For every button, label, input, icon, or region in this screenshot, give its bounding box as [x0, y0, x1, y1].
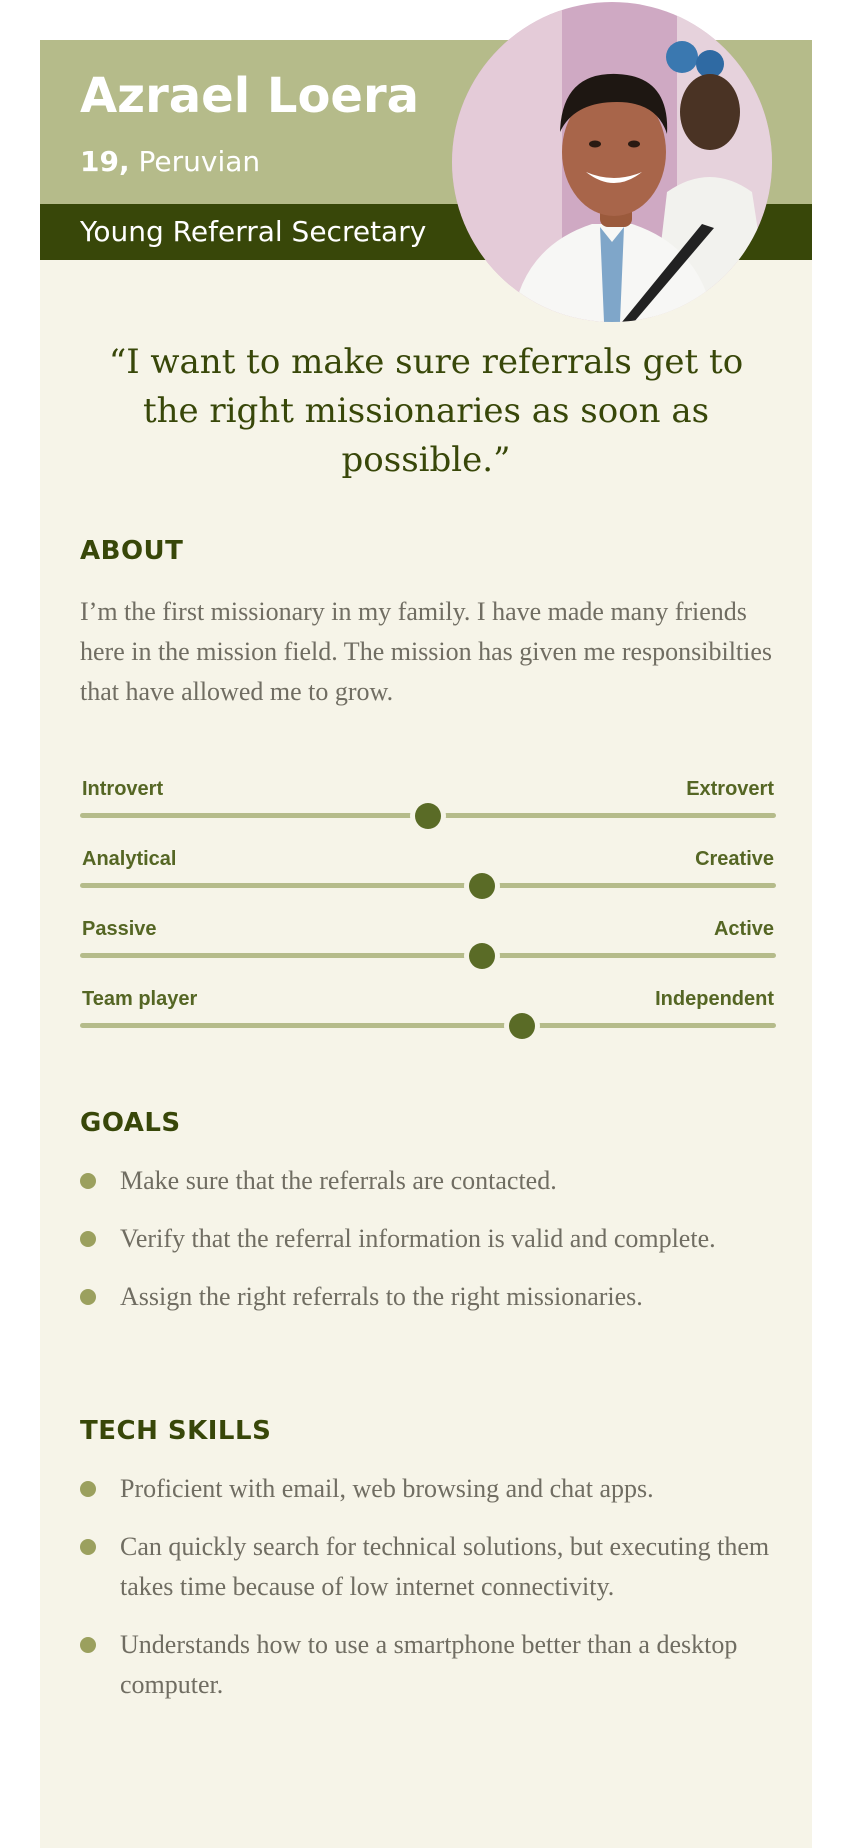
trait-label-left: Introvert: [82, 778, 164, 800]
trait-analytical-creative: [80, 848, 776, 918]
persona-name: Azrael Loera: [80, 68, 420, 124]
trait-slider-track: [80, 883, 776, 888]
trait-label-left: Passive: [82, 918, 157, 940]
list-item: [80, 1277, 780, 1317]
trait-label-right: Active: [713, 918, 774, 940]
persona-card: [40, 40, 812, 1848]
bullet-icon: [80, 1481, 96, 1497]
trait-slider-track: [80, 953, 776, 958]
persona-photo-illustration: [452, 2, 772, 322]
trait-label-right: Creative: [695, 848, 774, 870]
list-item: [80, 1469, 780, 1509]
about-title: ABOUT: [80, 536, 184, 566]
persona-role: Young Referral Secretary: [80, 215, 427, 248]
goal-text: Assign the right referrals to the right missionaries.: [120, 1282, 643, 1311]
trait-label-left: Analytical: [82, 848, 177, 870]
list-item: [80, 1527, 780, 1607]
goal-text: Make sure that the referrals are contacted.: [120, 1166, 557, 1195]
trait-introvert-extrovert: [80, 778, 776, 848]
trait-slider-knob: [415, 803, 441, 829]
personality-traits: [80, 778, 776, 1058]
bullet-icon: [80, 1289, 96, 1305]
goals-title: GOALS: [80, 1108, 181, 1138]
skill-text: Understands how to use a smartphone better than a desktop computer.: [120, 1630, 738, 1699]
bullet-icon: [80, 1173, 96, 1189]
about-text: I’m the first missionary in my family. I have made many friends here in the mission field. The mission has given me responsibilties that have allowed me to grow.: [80, 597, 773, 706]
trait-slider-track: [80, 1023, 776, 1028]
skill-text: Can quickly search for technical solutions, but executing them takes time because of low internet connectivity.: [120, 1532, 770, 1601]
trait-label-right: Extrovert: [686, 778, 774, 800]
goals-list: [80, 1161, 780, 1335]
bullet-icon: [80, 1637, 96, 1653]
goal-text: Verify that the referral information is valid and complete.: [120, 1224, 716, 1253]
tech-skills-list: [80, 1469, 780, 1723]
skill-text: Proficient with email, web browsing and chat apps.: [120, 1474, 654, 1503]
bullet-icon: [80, 1231, 96, 1247]
persona-age: 19,: [80, 145, 130, 178]
list-item: [80, 1219, 780, 1259]
trait-slider-knob: [509, 1013, 535, 1039]
trait-label-right: Independent: [655, 988, 774, 1010]
list-item: [80, 1161, 780, 1201]
persona-quote: “I want to make sure referrals get to the right missionaries as soon as possible.”: [108, 342, 744, 480]
persona-nationality: Peruvian: [138, 145, 261, 178]
trait-slider-knob: [469, 873, 495, 899]
list-item: [80, 1625, 780, 1705]
persona-photo: [452, 2, 772, 322]
tech-skills-title: TECH SKILLS: [80, 1416, 272, 1446]
trait-label-left: Team player: [82, 988, 198, 1010]
trait-passive-active: [80, 918, 776, 988]
trait-teamplayer-independent: [80, 988, 776, 1058]
trait-slider-knob: [469, 943, 495, 969]
persona-subline: [80, 145, 260, 178]
bullet-icon: [80, 1539, 96, 1555]
